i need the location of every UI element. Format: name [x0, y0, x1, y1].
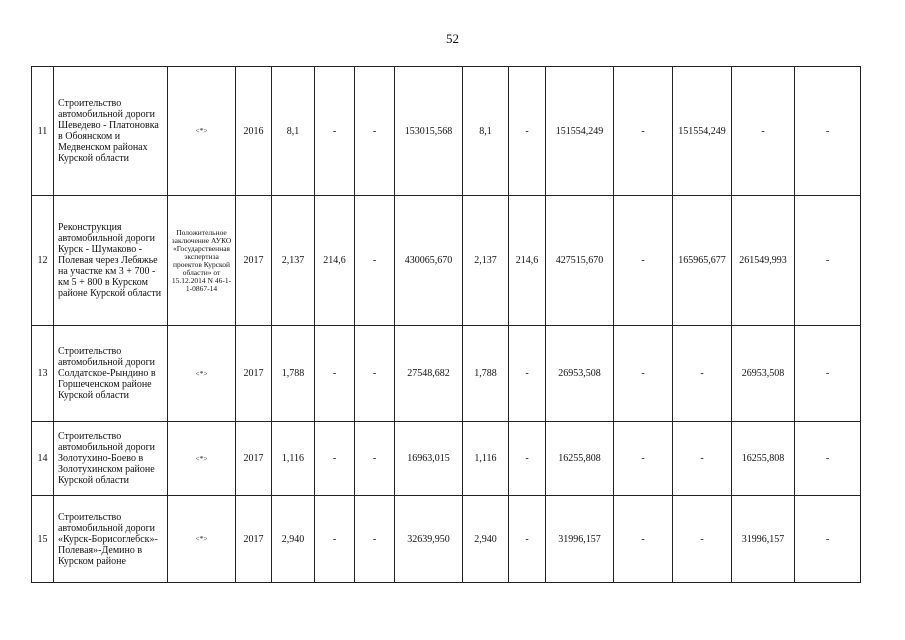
value-cell: 1,788 [272, 326, 315, 422]
value-cell: - [614, 496, 673, 583]
value-cell: - [795, 67, 861, 196]
value-cell: - [509, 422, 546, 496]
basis-cell: <*> [168, 67, 236, 196]
basis-cell: Положительное заключение АУКО «Государственная экспертиза проектов Курской области» от 15.12.2014 N 46-1-1-0867-14 [168, 196, 236, 326]
value-cell: - [315, 496, 355, 583]
value-cell: - [315, 67, 355, 196]
value-cell: 8,1 [463, 67, 509, 196]
table-row [32, 67, 861, 196]
value-cell: - [355, 496, 395, 583]
value-cell: 2,940 [272, 496, 315, 583]
object-name: Строительство автомобильной дороги Шеведево - Платоновка в Обоянском и Медвенском районах Курской области [54, 67, 168, 196]
value-cell: - [355, 196, 395, 326]
value-cell: - [673, 326, 732, 422]
year-cell: 2016 [236, 67, 272, 196]
basis-cell: <*> [168, 496, 236, 583]
value-cell: 214,6 [315, 196, 355, 326]
value-cell: - [795, 326, 861, 422]
value-cell: 151554,249 [546, 67, 614, 196]
table-row [32, 196, 861, 326]
value-cell: 27548,682 [395, 326, 463, 422]
year-cell: 2017 [236, 196, 272, 326]
basis-cell: <*> [168, 326, 236, 422]
value-cell: 2,137 [272, 196, 315, 326]
value-cell: 16255,808 [546, 422, 614, 496]
row-number: 14 [32, 422, 54, 496]
object-name: Строительство автомобильной дороги Солдатское-Рындино в Горшеченском районе Курской области [54, 326, 168, 422]
value-cell: - [795, 422, 861, 496]
value-cell: - [614, 326, 673, 422]
object-name: Строительство автомобильной дороги Золотухино-Боево в Золотухинском районе Курской области [54, 422, 168, 496]
value-cell: 165965,677 [673, 196, 732, 326]
value-cell: 430065,670 [395, 196, 463, 326]
table-row [32, 326, 861, 422]
row-number: 13 [32, 326, 54, 422]
value-cell: - [614, 422, 673, 496]
value-cell: - [732, 67, 795, 196]
value-cell: - [509, 326, 546, 422]
row-number: 15 [32, 496, 54, 583]
year-cell: 2017 [236, 496, 272, 583]
value-cell: - [614, 67, 673, 196]
value-cell: 1,116 [272, 422, 315, 496]
value-cell: - [614, 196, 673, 326]
value-cell: - [795, 496, 861, 583]
value-cell: - [795, 196, 861, 326]
value-cell: - [355, 326, 395, 422]
value-cell: - [355, 422, 395, 496]
year-cell: 2017 [236, 326, 272, 422]
value-cell: 32639,950 [395, 496, 463, 583]
value-cell: 261549,993 [732, 196, 795, 326]
value-cell: - [315, 326, 355, 422]
basis-cell: <*> [168, 422, 236, 496]
value-cell: 31996,157 [732, 496, 795, 583]
value-cell: 153015,568 [395, 67, 463, 196]
value-cell: 8,1 [272, 67, 315, 196]
value-cell: 427515,670 [546, 196, 614, 326]
value-cell: 214,6 [509, 196, 546, 326]
value-cell: - [509, 67, 546, 196]
value-cell: 31996,157 [546, 496, 614, 583]
table-row [32, 496, 861, 583]
program-table [31, 66, 861, 583]
value-cell: 1,788 [463, 326, 509, 422]
page-number: 52 [446, 31, 459, 46]
value-cell: 151554,249 [673, 67, 732, 196]
row-number: 12 [32, 196, 54, 326]
value-cell: 1,116 [463, 422, 509, 496]
value-cell: - [673, 496, 732, 583]
value-cell: - [355, 67, 395, 196]
value-cell: - [315, 422, 355, 496]
value-cell: - [673, 422, 732, 496]
row-number: 11 [32, 67, 54, 196]
table-row [32, 422, 861, 496]
value-cell: 26953,508 [546, 326, 614, 422]
value-cell: 16255,808 [732, 422, 795, 496]
value-cell: - [509, 496, 546, 583]
object-name: Реконструкция автомобильной дороги Курск - Шумаково - Полевая через Лебяжье на участке км 3 + 700 - км 5 + 800 в Курском районе Курской области [54, 196, 168, 326]
object-name: Строительство автомобильной дороги «Курск-Борисоглебск»-Полевая»-Демино в Курском районе [54, 496, 168, 583]
year-cell: 2017 [236, 422, 272, 496]
value-cell: 16963,015 [395, 422, 463, 496]
value-cell: 2,137 [463, 196, 509, 326]
value-cell: 26953,508 [732, 326, 795, 422]
value-cell: 2,940 [463, 496, 509, 583]
